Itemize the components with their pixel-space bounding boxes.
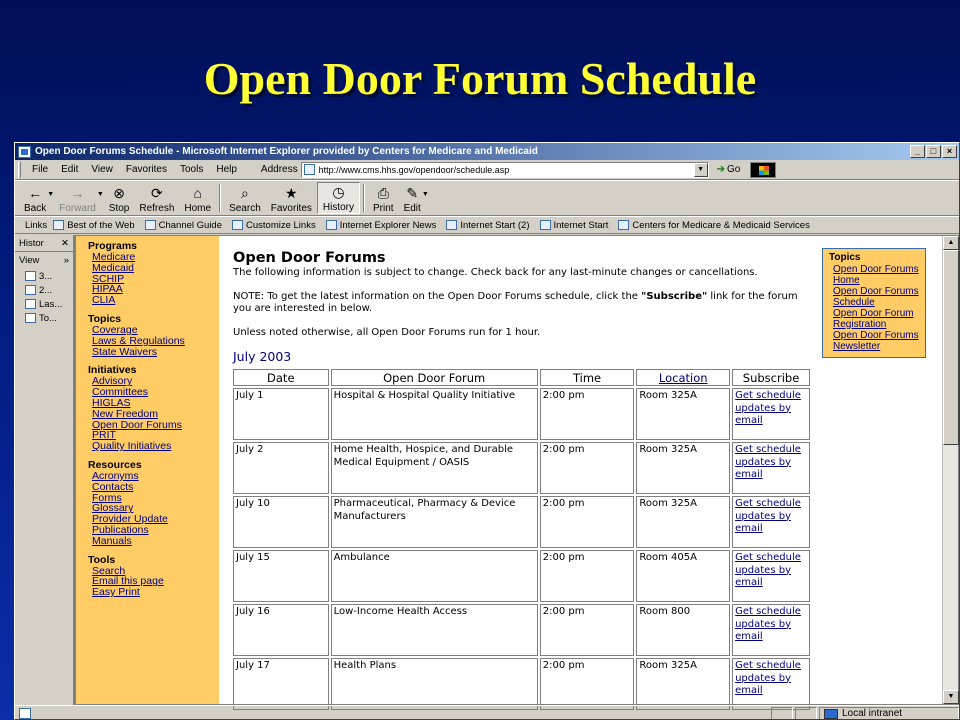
col-header-location[interactable] xyxy=(636,369,730,386)
menu-help[interactable]: Help xyxy=(216,164,237,175)
search-icon: ⌕ xyxy=(241,185,249,201)
menu-bar xyxy=(15,160,959,180)
windows-logo-icon xyxy=(750,162,776,178)
link-label: Internet Explorer News xyxy=(339,219,437,231)
nav-link-higlas[interactable]: HIGLAS xyxy=(92,396,131,409)
nav-link-contacts[interactable]: Contacts xyxy=(92,480,134,493)
cell-time: 2:00 pm xyxy=(540,388,635,440)
home-button[interactable] xyxy=(179,182,216,214)
link-channel-guide[interactable] xyxy=(145,220,222,231)
calendar-icon xyxy=(25,285,36,295)
stop-label: Stop xyxy=(108,203,130,214)
home-label: Home xyxy=(184,203,212,214)
calendar-icon xyxy=(25,271,36,281)
col-header-forum: Open Door Forum xyxy=(331,369,538,386)
link-label: Channel Guide xyxy=(158,219,222,231)
cell-time: 2:00 pm xyxy=(540,604,635,656)
forward-dropdown-icon[interactable]: ▼ xyxy=(96,191,104,198)
nav-link-state-waivers[interactable]: State Waivers xyxy=(92,345,157,358)
cell-time: 2:00 pm xyxy=(540,496,635,548)
menu-grip xyxy=(18,162,21,178)
nav-link-email-page[interactable]: Email this page xyxy=(92,575,164,588)
nav-link-acronyms[interactable]: Acronyms xyxy=(92,469,139,482)
search-label: Search xyxy=(229,203,261,214)
zone-label: Local intranet xyxy=(842,708,903,719)
history-button[interactable] xyxy=(317,182,360,214)
nav-heading-initiatives: Initiatives xyxy=(88,364,137,377)
address-url[interactable]: http://www.cms.hhs.gov/opendoor/schedule.asp xyxy=(318,164,510,175)
cell-forum: Hospital & Hospital Quality Initiative xyxy=(331,388,538,440)
nav-link-new-freedom[interactable]: New Freedom xyxy=(92,407,158,420)
cell-location: Room 325A xyxy=(636,388,730,440)
duration-paragraph: Unless noted otherwise, all Open Door Forums run for 1 hour. xyxy=(233,326,541,338)
history-pane xyxy=(15,235,75,705)
toolbar-separator xyxy=(363,184,365,212)
intro-paragraph: The following information is subject to change. Check back for any last-minute changes or cancellations. xyxy=(233,267,758,278)
nav-link-coverage[interactable]: Coverage xyxy=(92,323,138,336)
link-label: Centers for Medicare & Medicaid Services xyxy=(632,219,810,231)
search-button[interactable] xyxy=(224,182,266,214)
history-item[interactable] xyxy=(15,297,73,311)
menu-view[interactable]: View xyxy=(91,164,113,175)
link-page-icon xyxy=(326,220,337,230)
menu-edit[interactable]: Edit xyxy=(61,164,79,175)
subscribe-link[interactable]: Get schedule updates by email xyxy=(735,390,801,426)
nav-link-provider-update[interactable]: Provider Update xyxy=(92,513,168,526)
cell-subscribe xyxy=(732,388,810,440)
cell-date: July 2 xyxy=(233,442,329,494)
location-sort-link[interactable]: Location xyxy=(658,370,708,385)
cell-location: Room 800 xyxy=(636,604,730,656)
link-label: Best of the Web xyxy=(67,219,135,231)
col-header-date: Date xyxy=(233,369,329,386)
scroll-down-icon[interactable]: ▼ xyxy=(943,690,959,704)
cell-location: Room 325A xyxy=(636,496,730,548)
favorites-icon: ★ xyxy=(285,185,298,201)
col-header-subscribe: Subscribe xyxy=(732,369,810,386)
topics-heading: Topics xyxy=(829,252,861,263)
history-label: History xyxy=(322,202,355,213)
nav-link-publications[interactable]: Publications xyxy=(92,523,149,536)
month-heading: July 2003 xyxy=(233,349,292,364)
link-page-icon xyxy=(540,220,551,230)
back-button[interactable] xyxy=(19,182,51,214)
forward-arrow-icon: → xyxy=(70,185,85,201)
cell-time: 2:00 pm xyxy=(540,442,635,494)
menu-favorites[interactable]: Favorites xyxy=(125,164,167,175)
menu-tools[interactable]: Tools xyxy=(179,164,204,175)
go-label: Go xyxy=(727,164,741,175)
history-item-label: 2... xyxy=(39,284,53,296)
table-row xyxy=(233,388,810,440)
cell-date: July 16 xyxy=(233,604,329,656)
print-button[interactable] xyxy=(368,182,399,214)
col-header-time: Time xyxy=(540,369,635,386)
cell-subscribe xyxy=(732,658,810,710)
maximize-button[interactable]: □ xyxy=(926,145,941,158)
cell-date: July 15 xyxy=(233,550,329,602)
chevron-right-icon[interactable]: » xyxy=(63,255,69,266)
cell-subscribe xyxy=(732,442,810,494)
link-customize-links[interactable] xyxy=(232,220,316,231)
status-bar xyxy=(15,705,959,720)
back-dropdown-icon[interactable]: ▼ xyxy=(47,191,55,198)
history-item-label: 3... xyxy=(39,270,53,282)
history-item-label: To... xyxy=(39,312,57,324)
link-internet-start-2[interactable] xyxy=(446,220,529,231)
title-bar xyxy=(15,143,959,160)
minimize-button[interactable]: _ xyxy=(910,145,925,158)
cell-date: July 17 xyxy=(233,658,329,710)
link-ie-news[interactable] xyxy=(326,220,437,231)
forward-label: Forward xyxy=(59,203,96,214)
cell-subscribe xyxy=(732,496,810,548)
edit-icon: ✎ xyxy=(406,185,419,201)
subscribe-link[interactable]: Get schedule updates by email xyxy=(735,498,801,534)
standard-toolbar xyxy=(15,180,959,216)
nav-link-committees[interactable]: Committees xyxy=(92,386,149,399)
table-row xyxy=(233,658,810,710)
address-bar[interactable] xyxy=(301,162,709,178)
edit-button[interactable] xyxy=(399,182,426,214)
nav-link-quality-initiatives[interactable]: Quality Initiatives xyxy=(92,440,172,453)
note-paragraph xyxy=(233,291,812,316)
vertical-scrollbar[interactable] xyxy=(942,236,958,704)
nav-link-search[interactable]: Search xyxy=(92,564,126,577)
history-item[interactable] xyxy=(15,283,73,297)
address-label: Address xyxy=(260,164,298,175)
refresh-label: Refresh xyxy=(139,203,175,214)
link-best-of-web[interactable] xyxy=(53,220,134,231)
nav-link-open-door-forums[interactable]: Open Door Forums xyxy=(92,418,182,431)
favorites-button[interactable] xyxy=(266,182,317,214)
page-status-icon xyxy=(19,708,31,719)
stop-button[interactable] xyxy=(104,182,135,214)
cell-location: Room 325A xyxy=(636,442,730,494)
link-page-icon xyxy=(446,220,457,230)
go-arrow-icon: ➔ xyxy=(716,164,725,175)
link-label: Internet Start xyxy=(553,219,609,231)
nav-heading-tools: Tools xyxy=(88,553,116,566)
cell-forum: Home Health, Hospice, and Durable Medical Equipment / OASIS xyxy=(331,442,538,494)
link-page-icon xyxy=(618,220,629,230)
nav-link-glossary[interactable]: Glossary xyxy=(92,502,134,515)
scroll-up-icon[interactable]: ▲ xyxy=(943,236,959,250)
table-row xyxy=(233,496,810,548)
link-label: Customize Links xyxy=(246,219,316,231)
nav-link-clia[interactable]: CLIA xyxy=(92,294,116,307)
nav-link-forms[interactable]: Forms xyxy=(92,491,122,504)
window-controls xyxy=(910,145,957,158)
left-navigation xyxy=(76,236,219,704)
history-icon: ◷ xyxy=(332,184,345,200)
cell-date: July 10 xyxy=(233,496,329,548)
history-pane-title: Histor xyxy=(19,237,44,249)
edit-label: Edit xyxy=(403,203,421,214)
calendar-icon xyxy=(25,313,36,323)
page-heading: Open Door Forums xyxy=(233,250,386,266)
nav-heading-topics: Topics xyxy=(88,312,122,325)
subscribe-link[interactable]: Get schedule updates by email xyxy=(735,606,801,642)
cell-forum: Pharmaceutical, Pharmacy & Device Manufacturers xyxy=(331,496,538,548)
link-label: Internet Start (2) xyxy=(460,219,530,231)
close-icon[interactable]: ✕ xyxy=(61,237,69,249)
status-panel xyxy=(771,707,793,720)
menu-file[interactable]: File xyxy=(32,164,49,175)
nav-link-schip[interactable]: SCHIP xyxy=(92,272,125,285)
main-content xyxy=(219,236,812,704)
cell-forum: Low-Income Health Access xyxy=(331,604,538,656)
browser-window xyxy=(14,142,960,720)
print-label: Print xyxy=(373,203,394,214)
cell-time: 2:00 pm xyxy=(540,550,635,602)
history-view-menu[interactable] xyxy=(15,252,73,269)
link-page-icon xyxy=(145,220,156,230)
intranet-zone-icon xyxy=(824,709,838,719)
window-title: Open Door Forums Schedule - Microsoft Internet Explorer provided by Centers for Medicare and Medicaid xyxy=(35,146,538,157)
table-row xyxy=(233,604,810,656)
history-pane-header xyxy=(15,235,73,252)
calendar-icon xyxy=(25,299,36,309)
scroll-thumb[interactable] xyxy=(943,250,959,445)
cell-subscribe xyxy=(732,550,810,602)
slide-title: Open Door Forum Schedule xyxy=(203,53,757,104)
topic-link-odf-home[interactable]: Open Door Forums Home xyxy=(833,264,919,286)
note-text-start: NOTE: To get the latest information on the Open Door Forums schedule, click the xyxy=(233,290,642,302)
note-subscribe-word: "Subscribe" xyxy=(641,290,708,302)
link-internet-start[interactable] xyxy=(540,220,609,231)
history-item[interactable] xyxy=(15,311,73,325)
nav-link-hipaa[interactable]: HIPAA xyxy=(92,283,123,296)
topic-link-odf-registration[interactable]: Open Door Forum Registration xyxy=(833,308,914,330)
cell-location: Room 325A xyxy=(636,658,730,710)
table-row xyxy=(233,442,810,494)
forward-button[interactable] xyxy=(54,182,101,214)
link-page-icon xyxy=(53,220,64,230)
edit-dropdown-icon[interactable]: ▼ xyxy=(421,191,429,198)
history-item[interactable] xyxy=(15,269,73,283)
links-bar xyxy=(15,216,959,234)
nav-link-medicare[interactable]: Medicare xyxy=(92,251,136,263)
nav-link-medicaid[interactable]: Medicaid xyxy=(92,261,135,274)
table-header-row xyxy=(233,369,810,386)
topic-link-odf-newsletter[interactable]: Open Door Forums Newsletter xyxy=(833,330,919,352)
printer-icon: ⎙ xyxy=(377,185,389,201)
cell-time: 2:00 pm xyxy=(540,658,635,710)
toolbar-separator xyxy=(219,184,221,212)
nav-link-prit[interactable]: PRIT xyxy=(92,429,116,442)
cell-forum: Health Plans xyxy=(331,658,538,710)
link-page-icon xyxy=(232,220,243,230)
home-icon: ⌂ xyxy=(193,185,202,201)
subscribe-link[interactable]: Get schedule updates by email xyxy=(735,660,801,696)
security-zone xyxy=(819,707,959,720)
favorites-label: Favorites xyxy=(270,203,312,214)
subscribe-link[interactable]: Get schedule updates by email xyxy=(735,552,801,588)
history-item-label: Las... xyxy=(39,298,63,310)
back-label: Back xyxy=(24,203,47,214)
cell-date: July 1 xyxy=(233,388,329,440)
chevron-down-icon[interactable]: ▼ xyxy=(694,163,708,177)
nav-link-manuals[interactable]: Manuals xyxy=(92,534,132,547)
page-icon xyxy=(304,164,315,175)
status-panel xyxy=(795,707,817,720)
nav-heading-programs: Programs xyxy=(88,240,138,252)
ie-app-icon xyxy=(18,146,31,158)
refresh-button[interactable] xyxy=(134,182,179,214)
note-text-end: link for the forum you are interested in below. xyxy=(233,290,798,314)
subscribe-link[interactable]: Get schedule updates by email xyxy=(735,444,801,480)
topic-link-odf-schedule[interactable]: Open Door Forums Schedule xyxy=(833,286,919,308)
back-arrow-icon: ← xyxy=(28,185,43,201)
cell-forum: Ambulance xyxy=(331,550,538,602)
go-button[interactable] xyxy=(717,164,741,175)
table-row xyxy=(233,550,810,602)
refresh-icon: ⟳ xyxy=(151,185,163,201)
topics-sidebar xyxy=(822,248,926,358)
nav-heading-resources: Resources xyxy=(88,458,142,471)
nav-link-easy-print[interactable]: Easy Print xyxy=(92,586,140,599)
links-label: Links xyxy=(25,219,48,231)
history-view-label[interactable]: View xyxy=(19,255,40,266)
web-page xyxy=(75,235,959,705)
content-area xyxy=(15,235,959,705)
cell-subscribe xyxy=(732,604,810,656)
nav-link-advisory[interactable]: Advisory xyxy=(92,375,133,388)
nav-link-laws-regulations[interactable]: Laws & Regulations xyxy=(92,334,185,347)
stop-icon: ⊗ xyxy=(113,185,125,201)
schedule-table xyxy=(231,367,812,712)
link-cms[interactable] xyxy=(618,220,809,231)
close-button[interactable]: × xyxy=(942,145,957,158)
cell-location: Room 405A xyxy=(636,550,730,602)
